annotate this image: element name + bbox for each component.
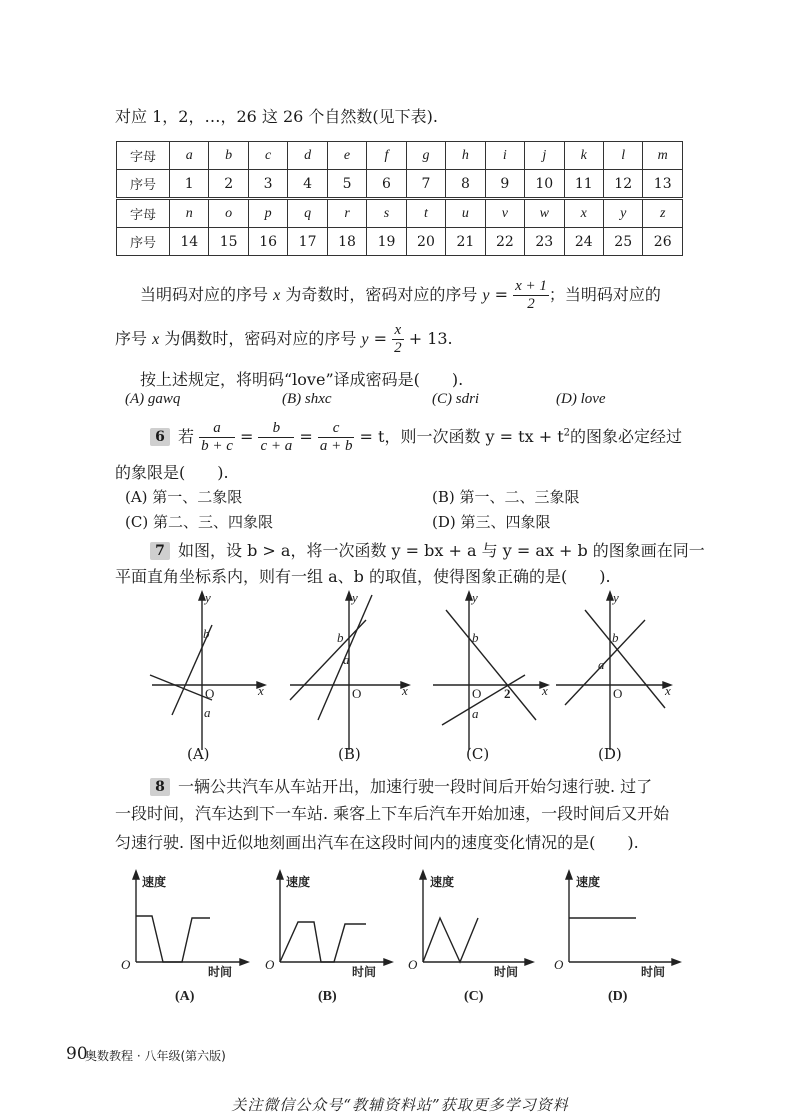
page-number: 90	[66, 1044, 88, 1064]
option-b: (B) shxc	[282, 391, 332, 407]
row-label: 字母	[117, 199, 170, 228]
question-number: 8	[150, 778, 170, 796]
table-cell: z	[643, 199, 683, 228]
fraction: $\frac{x}{2}$	[394, 322, 402, 356]
table-cell: t	[406, 199, 445, 228]
origin-label: O	[265, 957, 275, 972]
table-cell: w	[525, 199, 564, 228]
q8-graphs	[0, 862, 800, 1012]
letter-index-table	[116, 141, 683, 256]
fraction: $\frac{c}{a + b}$	[319, 420, 353, 454]
axis-y-label: y	[205, 590, 211, 605]
table-cell: 24	[564, 228, 603, 256]
label-a: a	[472, 706, 479, 721]
x-axis-label: 时间	[352, 965, 377, 979]
axis-y-label: y	[472, 590, 478, 605]
table-cell: 5	[327, 170, 366, 199]
table-cell: x	[564, 199, 603, 228]
origin-label: O	[352, 686, 362, 701]
table-cell: a	[170, 142, 209, 170]
table-cell: 18	[327, 228, 366, 256]
table-cell: 25	[603, 228, 642, 256]
question-number: 7	[150, 542, 170, 560]
q6-option-d: (D) 第三、四象限	[432, 513, 551, 531]
table-cell: e	[327, 142, 366, 170]
table-cell: 9	[485, 170, 524, 199]
y-axis-label: 速度	[286, 875, 311, 889]
q6-line-2: 的象限是( ).	[115, 463, 229, 482]
q7-line-2: 平面直角坐标系内，则有一组 a、b 的取值，使得图象正确的是( ).	[115, 567, 611, 586]
rule-line-2: 序号 x 为偶数时，密码对应的序号 y = $\frac{x}{2}$ + 13.	[115, 322, 453, 356]
table-cell: 22	[485, 228, 524, 256]
table-cell: f	[367, 142, 406, 170]
label-b: b	[337, 630, 344, 645]
row-label: 序号	[117, 170, 170, 199]
table-cell: 3	[248, 170, 287, 199]
row-label: 序号	[117, 228, 170, 256]
table-cell: i	[485, 142, 524, 170]
x-axis-label: 时间	[494, 965, 519, 979]
q6-option-b: (B) 第一、二、三象限	[432, 488, 580, 506]
q8-line-2: 一段时间，汽车达到下一车站. 乘客上下车后汽车开始加速，一段时间后又开始	[115, 804, 670, 823]
origin-label: O	[408, 957, 418, 972]
x-axis-label: 时间	[208, 965, 233, 979]
axis-x-label: x	[665, 683, 671, 698]
intro-line: 对应 1，2，…，26 这 26 个自然数(见下表).	[115, 107, 438, 126]
y-axis-label: 速度	[576, 875, 601, 889]
axis-y-label: y	[613, 590, 619, 605]
label-a: a	[204, 705, 211, 720]
origin-label: O	[472, 686, 482, 701]
label-a: a	[598, 657, 605, 672]
table-row-letters-1	[117, 142, 683, 170]
option-d: (D) love	[556, 391, 606, 407]
graph-b	[290, 592, 409, 750]
table-cell: g	[406, 142, 445, 170]
y-axis-label: 速度	[430, 875, 455, 889]
table-cell: 19	[367, 228, 406, 256]
watermark: 关注微信公众号“教辅资料站”获取更多学习资料	[231, 1096, 569, 1114]
axis-x-label: x	[542, 683, 548, 698]
table-cell: o	[209, 199, 248, 228]
label-2: 2	[504, 686, 511, 701]
graph-c	[433, 592, 548, 750]
row-label: 字母	[117, 142, 170, 170]
fraction: $\frac{x + 1}{2}$	[515, 278, 547, 312]
fraction: $\frac{b}{c + a}$	[260, 420, 293, 454]
graph-a	[150, 592, 265, 750]
book-title: 奥数教程 · 八年级(第六版)	[85, 1049, 226, 1063]
table-cell: n	[170, 199, 209, 228]
rule-line-1: 当明码对应的序号 x 为奇数时，密码对应的序号 y = $\frac{x + 1}{2}$ ；当明码对应的	[140, 278, 661, 312]
table-cell: 14	[170, 228, 209, 256]
origin-label: O	[613, 686, 623, 701]
q7-caption-a: (A)	[187, 745, 210, 763]
q7-line-1: 7 如图，设 b > a，将一次函数 y = bx + a 与 y = ax + b 的图象画在同一	[150, 538, 705, 561]
graph-d	[556, 592, 671, 750]
table-cell: u	[446, 199, 485, 228]
q7-graphs	[0, 590, 800, 775]
table-cell: 20	[406, 228, 445, 256]
table-cell: y	[603, 199, 642, 228]
table-cell: 8	[446, 170, 485, 199]
table-cell: h	[446, 142, 485, 170]
q6-option-a: (A) 第一、二象限	[125, 488, 243, 506]
origin-label: O	[121, 957, 131, 972]
table-cell: 16	[248, 228, 287, 256]
q7-caption-b: (B)	[338, 745, 361, 763]
table-cell: p	[248, 199, 287, 228]
origin-label: O	[554, 957, 564, 972]
table-row-index-2	[117, 228, 683, 256]
origin-label: O	[205, 686, 215, 701]
table-cell: 10	[525, 170, 564, 199]
table-cell: k	[564, 142, 603, 170]
table-cell: 7	[406, 170, 445, 199]
table-cell: 2	[209, 170, 248, 199]
rule-question: 按上述规定，将明码“love”译成密码是( ).	[140, 370, 464, 389]
fraction: $\frac{a}{b + c}$	[201, 420, 233, 454]
table-cell: 21	[446, 228, 485, 256]
caption-d: (D)	[608, 989, 628, 1004]
q7-caption-c: (C)	[466, 745, 490, 763]
table-cell: r	[327, 199, 366, 228]
y-axis-label: 速度	[142, 875, 167, 889]
table-cell: v	[485, 199, 524, 228]
table-cell: 17	[288, 228, 327, 256]
table-cell: j	[525, 142, 564, 170]
table-row-index-1	[117, 170, 683, 199]
axis-x-label: x	[402, 683, 408, 698]
table-cell: 15	[209, 228, 248, 256]
axis-x-label: x	[258, 683, 264, 698]
question-number: 6	[150, 428, 170, 446]
option-a: (A) gawq	[125, 391, 181, 407]
table-cell: s	[367, 199, 406, 228]
table-cell: 1	[170, 170, 209, 199]
caption-a: (A)	[175, 989, 195, 1004]
table-cell: q	[288, 199, 327, 228]
table-row-letters-2	[117, 199, 683, 228]
caption-b: (B)	[318, 989, 337, 1004]
table-cell: 12	[603, 170, 642, 199]
q6-option-c: (C) 第二、三、四象限	[125, 513, 273, 531]
table-cell: c	[248, 142, 287, 170]
table-cell: 11	[564, 170, 603, 199]
table-cell: m	[643, 142, 683, 170]
q8-line-1: 8 一辆公共汽车从车站开出，加速行驶一段时间后开始匀速行驶. 过了	[150, 774, 652, 797]
table-cell: 4	[288, 170, 327, 199]
label-b: b	[472, 630, 479, 645]
q7-caption-d: (D)	[598, 745, 622, 763]
label-b: b	[203, 626, 210, 641]
table-cell: 23	[525, 228, 564, 256]
table-cell: l	[603, 142, 642, 170]
table-cell: 26	[643, 228, 683, 256]
label-a: a	[343, 652, 350, 667]
option-c: (C) sdri	[432, 391, 480, 407]
caption-c: (C)	[464, 989, 484, 1004]
q6-line-1: 6 若 $\frac{a}{b + c}$ = $\frac{b}{c + a}$ = $\frac{c}{a + b}$ = t，则一次函数 y = tx + $t^2$的图象必定经过	[150, 420, 682, 455]
label-b: b	[612, 630, 619, 645]
axis-y-label: y	[352, 590, 358, 605]
x-axis-label: 时间	[641, 965, 666, 979]
table-cell: 6	[367, 170, 406, 199]
table-cell: b	[209, 142, 248, 170]
table-cell: d	[288, 142, 327, 170]
table-cell: 13	[643, 170, 683, 199]
q8-line-3: 匀速行驶. 图中近似地刻画出汽车在这段时间内的速度变化情况的是( ).	[115, 833, 639, 852]
